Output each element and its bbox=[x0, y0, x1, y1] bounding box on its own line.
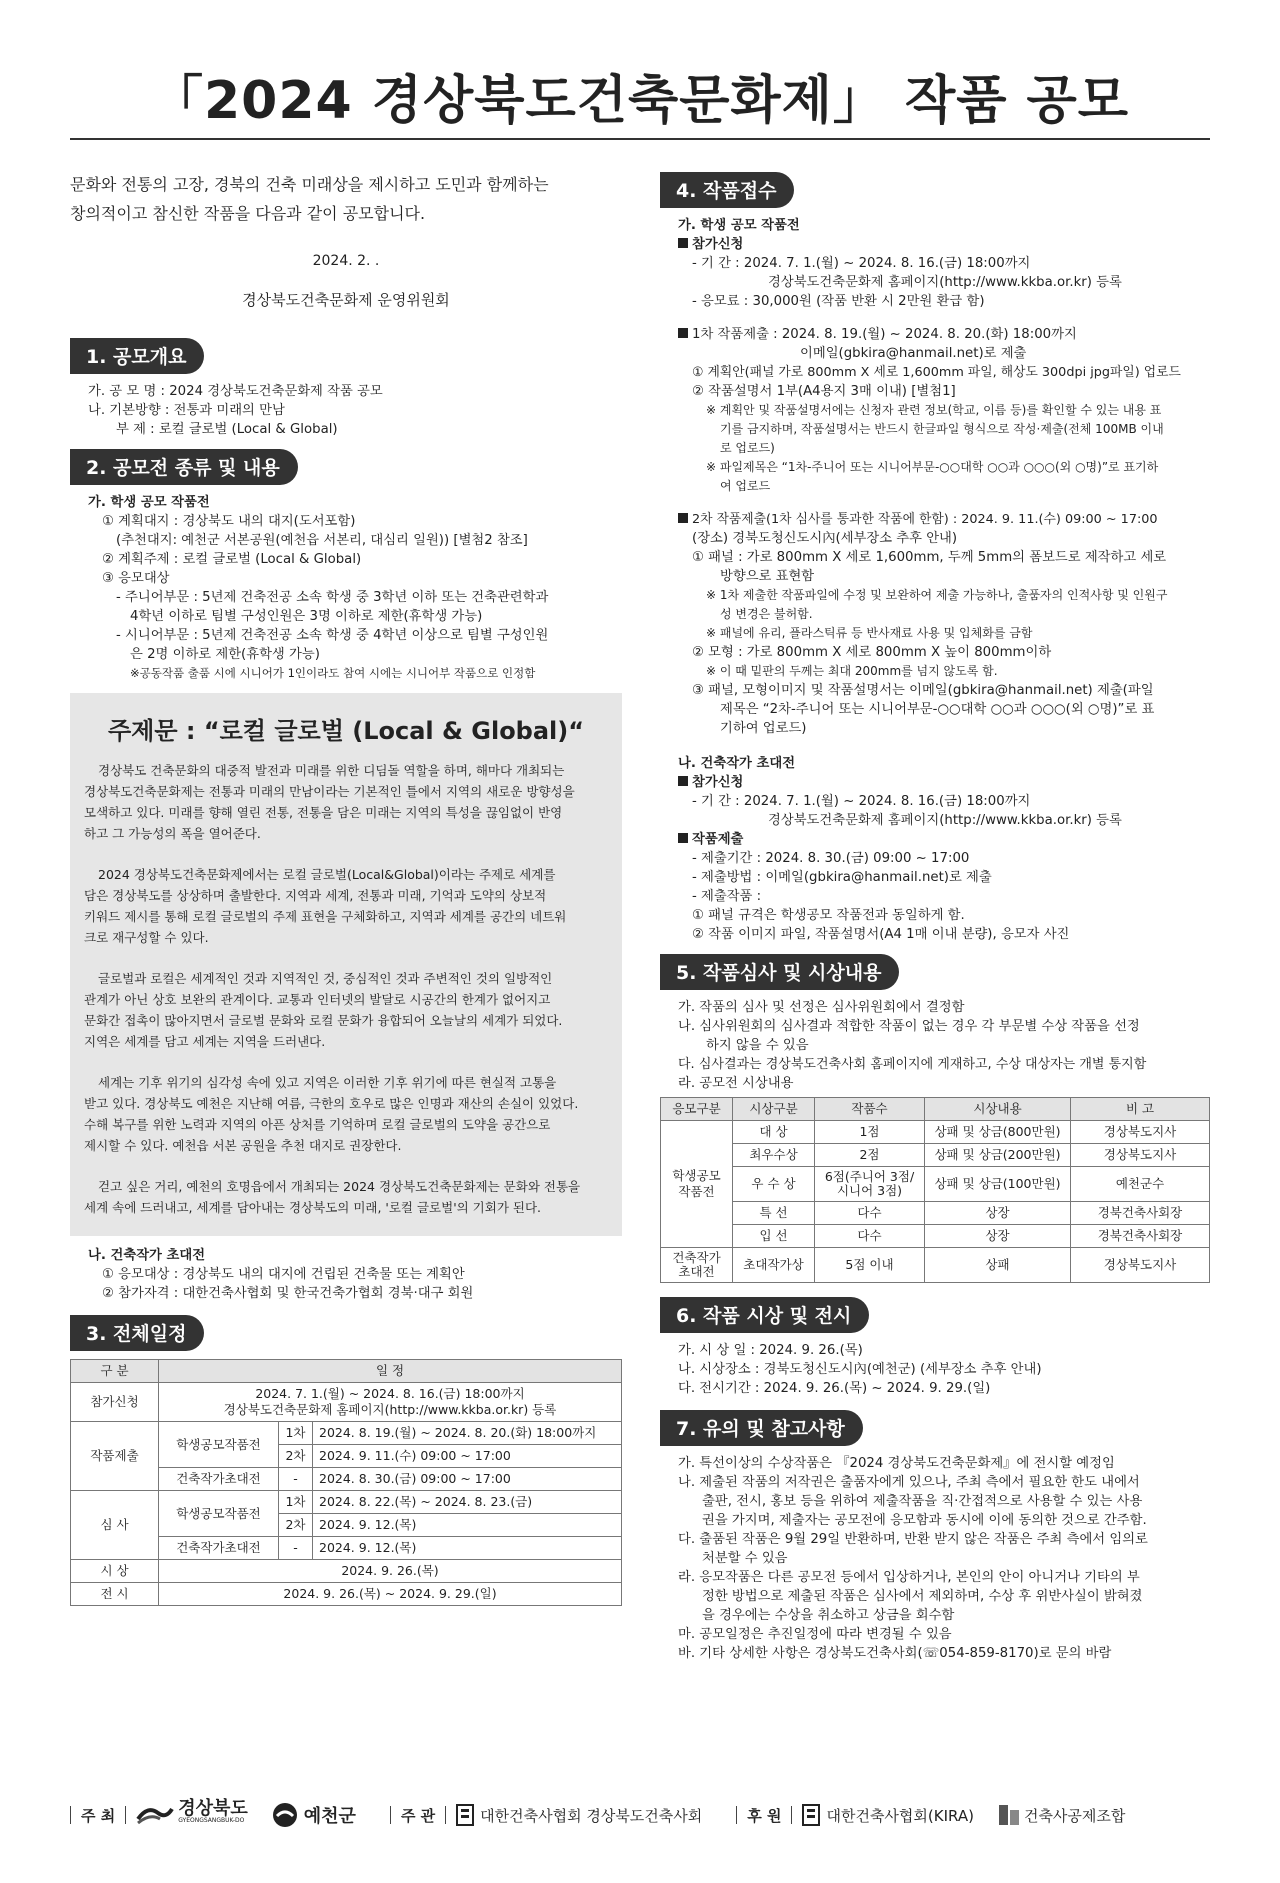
intro-org: 경상북도건축문화제 운영위원회 bbox=[242, 291, 450, 309]
text-line bbox=[660, 773, 1210, 792]
text-note: 성 변경은 불허함. bbox=[720, 607, 813, 621]
page-title: 「2024 경상북도건축문화제」 작품 공모 bbox=[150, 71, 1130, 131]
table-cell: 경상북도지사 bbox=[1071, 1144, 1210, 1167]
bullet-label: 작품제출 bbox=[692, 832, 744, 847]
text-line: (추천대지: 예천군 서본공원(예천읍 서본리, 대심리 일원)) [별첨2 참조] bbox=[116, 533, 528, 548]
table-cell: 학생공모작품전 bbox=[159, 1491, 279, 1537]
footer-separator bbox=[390, 1806, 391, 1824]
table-cell: 예천군수 bbox=[1071, 1167, 1210, 1202]
text-line: 나. 심사위원회의 심사결과 적합한 작품이 없는 경우 각 부문별 수상 작품을 선정 bbox=[678, 1019, 1140, 1034]
text-line: 제목은 “2차-주니어 또는 시니어부문-○○대학 ○○과 ○○○(외 ○명)”로 표 bbox=[720, 702, 1155, 717]
theme-line: 2024 경상북도건축문화제에서는 로컬 글로벌(Local&Global)이라는 주제로 세계를 bbox=[98, 867, 556, 882]
text-line: 다. 심사결과는 경상북도건축사회 홈페이지에 게재하고, 수상 대상자는 개별 통지함 bbox=[678, 1057, 1147, 1072]
text-line: ② 참가자격 : 대한건축사협회 및 한국건축가협회 경북·대구 회원 bbox=[102, 1286, 474, 1301]
note-line: 나. 제출된 작품의 저작권은 출품자에게 있으나, 주최 측에서 필요한 한도 내에서 bbox=[678, 1475, 1140, 1490]
text-line: 부 제 : 로컬 글로벌 (Local & Global) bbox=[116, 422, 338, 437]
table-cell: 2024. 9. 12.(목) bbox=[313, 1537, 622, 1560]
table-cell: 초대작가상 bbox=[733, 1248, 815, 1283]
table-cell: 상장 bbox=[925, 1202, 1071, 1225]
text-note: 로 업로드) bbox=[720, 441, 775, 455]
table-cell: 경상북도지사 bbox=[1071, 1121, 1210, 1144]
table-cell: 1차 bbox=[279, 1491, 313, 1514]
table-cell: 학생공모 작품전 bbox=[661, 1121, 733, 1248]
table-cell: 1점 bbox=[815, 1121, 925, 1144]
text-line: 가. 시 상 일 : 2024. 9. 26.(목) bbox=[678, 1343, 863, 1358]
table-cell: 상패 및 상금(200만원) bbox=[925, 1144, 1071, 1167]
text-line: 가. 학생 공모 작품전 bbox=[678, 218, 800, 233]
theme-title: 주제문 : “로컬 글로벌 (Local & Global)“ bbox=[107, 717, 585, 745]
text-line: (장소) 경북도청신도시內(세부장소 추후 안내) bbox=[692, 531, 958, 546]
table-cell: 대 상 bbox=[733, 1121, 815, 1144]
table-cell: 2024. 9. 26.(목) ~ 2024. 9. 29.(일) bbox=[159, 1583, 622, 1606]
text-line: 나. 시상장소 : 경북도청신도시內(예천군) (세부장소 추후 안내) bbox=[678, 1362, 1042, 1377]
table-cell: 5점 이내 bbox=[815, 1248, 925, 1283]
table-cell: 건축작가 초대전 bbox=[661, 1248, 733, 1283]
gyeongbuk-emblem-icon bbox=[136, 1803, 174, 1827]
text-line: ② 모형 : 가로 800mm X 세로 800mm X 높이 800mm이하 bbox=[692, 645, 1052, 660]
square-bullet-icon bbox=[678, 513, 688, 523]
text-note: 여 업로드 bbox=[720, 479, 771, 493]
theme-line: 지역은 세계를 담고 세계는 지역을 드러낸다. bbox=[84, 1034, 326, 1049]
kira-gb-logo bbox=[456, 1804, 702, 1826]
text-line: 나. 기본방향 : 전통과 미래의 만남 bbox=[88, 403, 285, 418]
table-cell: 2024. 9. 12.(목) bbox=[313, 1514, 622, 1537]
text-line: - 제출방법 : 이메일(gbkira@hanmail.net)로 제출 bbox=[692, 870, 992, 885]
text-note: ※ 이 때 밑판의 두께는 최대 200mm를 넘지 않도록 함. bbox=[706, 664, 998, 678]
text-line bbox=[660, 830, 1210, 849]
text-line: ② 작품 이미지 파일, 작품설명서(A4 1매 이내 분량), 응모자 사진 bbox=[692, 927, 1070, 942]
logo-text: 대한건축사협회(KIRA) bbox=[826, 1806, 974, 1825]
theme-line: 제시할 수 있다. 예천읍 서본 공원을 추천 대지로 권장한다. bbox=[84, 1138, 402, 1153]
table-cell: 다수 bbox=[815, 1225, 925, 1248]
table-cell: 다수 bbox=[815, 1202, 925, 1225]
table-header: 시상구분 bbox=[733, 1098, 815, 1121]
text-line: - 주니어부문 : 5년제 건축전공 소속 학생 중 3학년 이하 또는 건축관련학과 bbox=[116, 590, 549, 605]
intro-date: 2024. 2. . bbox=[312, 253, 380, 269]
text-line: ② 작품설명서 1부(A4용지 3매 이내) [별첨1] bbox=[692, 384, 956, 399]
theme-paragraph bbox=[84, 968, 608, 1052]
section-heading: 5. 작품심사 및 시상내용 bbox=[660, 954, 899, 990]
intro bbox=[70, 170, 622, 310]
text-line: ③ 응모대상 bbox=[102, 571, 170, 586]
right-column bbox=[660, 172, 1210, 1663]
notes-list bbox=[660, 1454, 1210, 1663]
text-note: ※ 패널에 유리, 플라스틱류 등 반사재료 사용 및 입체화를 금함 bbox=[706, 626, 1033, 640]
table-cell: 심 사 bbox=[71, 1491, 159, 1560]
kira-emblem-icon bbox=[802, 1804, 820, 1826]
logo-text: 예천군 bbox=[303, 1806, 356, 1827]
text-line: 가. 학생 공모 작품전 bbox=[88, 495, 210, 510]
section-heading: 2. 공모전 종류 및 내용 bbox=[70, 449, 298, 485]
text-note: ※ 계획안 및 작품설명서에는 신청자 관련 정보(학교, 이름 등)를 확인할 수 있는 내용 표 bbox=[706, 403, 1162, 417]
note-line: 다. 출품된 작품은 9월 29일 반환하며, 반환 받지 않은 작품은 주최 측에서 임의로 bbox=[678, 1532, 1148, 1547]
text-line: 기하여 업로드) bbox=[720, 721, 807, 736]
schedule-table bbox=[70, 1359, 622, 1606]
left-column bbox=[70, 170, 622, 1606]
text-note: ※공동작품 출품 시에 시니어가 1인이라도 참여 시에는 시니어부 작품으로 인정함 bbox=[130, 666, 536, 680]
kira-logo bbox=[802, 1804, 973, 1826]
table-header: 작품수 bbox=[815, 1098, 925, 1121]
bullet-label: 2차 작품제출(1차 심사를 통과한 작품에 한함) : 2024. 9. 11.(수) 09:00 ~ 17:00 bbox=[692, 512, 1158, 527]
table-cell: 2점 bbox=[815, 1144, 925, 1167]
footer-separator bbox=[70, 1806, 71, 1824]
section-5 bbox=[660, 948, 1210, 1283]
bullet-label: 참가신청 bbox=[692, 237, 744, 252]
footer-label: 후 원 bbox=[747, 1806, 782, 1825]
awards-table bbox=[660, 1097, 1210, 1283]
section-4 bbox=[660, 172, 1210, 944]
intro-line: 창의적이고 참신한 작품을 다음과 같이 공모합니다. bbox=[70, 204, 426, 223]
text-line: 이메일(gbkira@hanmail.net)로 제출 bbox=[800, 346, 1027, 361]
text-line: - 기 간 : 2024. 7. 1.(월) ~ 2024. 8. 16.(금) 18:00까지 bbox=[692, 256, 1031, 271]
table-cell: 건축작가초대전 bbox=[159, 1537, 279, 1560]
yecheon-emblem-icon bbox=[272, 1802, 298, 1828]
table-cell: - bbox=[279, 1537, 313, 1560]
text-line: - 시니어부문 : 5년제 건축전공 소속 학생 중 4학년 이상으로 팀별 구성인원 bbox=[116, 628, 549, 643]
table-cell: 학생공모작품전 bbox=[159, 1422, 279, 1468]
theme-line: 경상북도 건축문화의 대중적 발전과 미래를 위한 디딤돌 역할을 하며, 해마다 개최되는 bbox=[98, 763, 565, 778]
text-line: 경상북도건축문화제 홈페이지(http://www.kkba.or.kr) 등록 bbox=[768, 813, 1122, 828]
table-cell: 상패 bbox=[925, 1248, 1071, 1283]
theme-paragraph bbox=[84, 864, 608, 948]
note-line: 마. 공모일정은 추진일정에 따라 변경될 수 있음 bbox=[678, 1627, 952, 1642]
table-cell: 참가신청 bbox=[71, 1383, 159, 1422]
table-header: 구 분 bbox=[71, 1360, 159, 1383]
section-heading: 7. 유의 및 참고사항 bbox=[660, 1410, 863, 1446]
note-line: 라. 응모작품은 다른 공모전 등에서 입상하거나, 본인의 안이 아니거나 기타의 부 bbox=[678, 1570, 1140, 1585]
text-line: - 응모료 : 30,000원 (작품 반환 시 2만원 환급 함) bbox=[692, 294, 985, 309]
theme-paragraph bbox=[84, 1176, 608, 1218]
table-cell: 2차 bbox=[279, 1514, 313, 1537]
footer-label: 주 관 bbox=[400, 1806, 436, 1825]
theme-line: 문화간 접촉이 많아지면서 글로벌 문화와 로컬 문화가 융합되어 오늘날의 세계가 되었다. bbox=[84, 1013, 563, 1028]
text-line: 다. 전시기간 : 2024. 9. 26.(목) ~ 2024. 9. 29.(일) bbox=[678, 1381, 991, 1396]
section-heading: 3. 전체일정 bbox=[70, 1315, 204, 1351]
theme-line: 크로 재구성할 수 있다. bbox=[84, 930, 209, 945]
logo-subtext: GYEONGSANGBUK-DO bbox=[178, 1817, 245, 1824]
square-bullet-icon bbox=[678, 776, 688, 786]
text-line: ① 응모대상 : 경상북도 내의 대지에 건립된 건축물 또는 계획안 bbox=[102, 1267, 465, 1282]
section-7 bbox=[660, 1404, 1210, 1663]
table-header: 응모구분 bbox=[661, 1098, 733, 1121]
note-line: 정한 방법으로 제출된 작품은 심사에서 제외하며, 수상 후 위반사실이 밝혀졌 bbox=[702, 1589, 1143, 1604]
table-header: 시상내용 bbox=[925, 1098, 1071, 1121]
theme-line: 키워드 제시를 통해 로컬 글로벌의 주제 표현을 구체화하고, 지역과 세계를 공간의 네트워 bbox=[84, 909, 567, 924]
table-cell: 상패 및 상금(800만원) bbox=[925, 1121, 1071, 1144]
table-cell: 상패 및 상금(100만원) bbox=[925, 1167, 1071, 1202]
table-cell: 2024. 9. 11.(수) 09:00 ~ 17:00 bbox=[313, 1445, 622, 1468]
mutual-aid-emblem-icon bbox=[998, 1804, 1020, 1826]
section-3 bbox=[70, 1309, 622, 1606]
theme-line: 받고 있다. 경상북도 예천은 지난해 여름, 극한의 호우로 많은 인명과 재산의 손실이 있었다. bbox=[84, 1096, 579, 1111]
table-header: 일 정 bbox=[159, 1360, 622, 1383]
table-cell: 최우수상 bbox=[733, 1144, 815, 1167]
text-line: 나. 건축작가 초대전 bbox=[88, 1248, 206, 1263]
text-note: 기를 금지하며, 작품설명서는 반드시 한글파일 형식으로 작성·제출(전체 100MB 이내 bbox=[720, 422, 1164, 436]
section-heading: 4. 작품접수 bbox=[660, 172, 794, 208]
section-6 bbox=[660, 1291, 1210, 1398]
table-cell: 건축작가초대전 bbox=[159, 1468, 279, 1491]
theme-box bbox=[70, 693, 622, 1236]
section-2b bbox=[70, 1246, 622, 1303]
text-line: ① 패널 : 가로 800mm X 세로 1,600mm, 두께 5mm의 폼보드로 제작하고 세로 bbox=[692, 550, 1167, 565]
square-bullet-icon bbox=[678, 833, 688, 843]
section-heading: 6. 작품 시상 및 전시 bbox=[660, 1297, 869, 1333]
bullet-label: 참가신청 bbox=[692, 775, 744, 790]
text-note: ※ 파일제목은 “1차-주니어 또는 시니어부문-○○대학 ○○과 ○○○(외 ○명)”로 표기하 bbox=[706, 460, 1159, 474]
table-cell: 입 선 bbox=[733, 1225, 815, 1248]
cell-line: 2024. 7. 1.(월) ~ 2024. 8. 16.(금) 18:00까지 bbox=[255, 1386, 525, 1401]
yecheon-logo bbox=[272, 1802, 356, 1828]
theme-line: 모색하고 있다. 미래를 향해 열린 전통, 전통을 담은 미래는 지역의 특성을 끊임없이 반영 bbox=[84, 805, 563, 820]
footer-separator bbox=[791, 1806, 792, 1824]
text-line: ① 계획안(패널 가로 800mm X 세로 1,600mm 파일, 해상도 300dpi jpg파일) 업로드 bbox=[692, 365, 1181, 380]
table-cell: 작품제출 bbox=[71, 1422, 159, 1491]
text-line: 은 2명 이하로 제한(휴학생 가능) bbox=[130, 647, 320, 662]
text-line bbox=[660, 235, 1210, 254]
text-line: 경상북도건축문화제 홈페이지(http://www.kkba.or.kr) 등록 bbox=[768, 275, 1122, 290]
section-heading: 1. 공모개요 bbox=[70, 338, 204, 374]
table-cell: 특 선 bbox=[733, 1202, 815, 1225]
text-line: ① 패널 규격은 학생공모 작품전과 동일하게 함. bbox=[692, 908, 965, 923]
table-cell: 경북건축사회장 bbox=[1071, 1202, 1210, 1225]
table-cell: 경북건축사회장 bbox=[1071, 1225, 1210, 1248]
theme-line: 세계 속에 드러내고, 세계를 담아내는 경상북도의 미래, '로컬 글로벌'의 기회가 된다. bbox=[84, 1200, 542, 1215]
table-cell: 2024. 8. 30.(금) 09:00 ~ 17:00 bbox=[313, 1468, 622, 1491]
note-line: 가. 특선이상의 수상작품은 『2024 경상북도건축문화제』에 전시할 예정임 bbox=[678, 1456, 1115, 1471]
table-cell: - bbox=[279, 1468, 313, 1491]
text-line bbox=[660, 325, 1210, 344]
text-line: ① 계획대지 : 경상북도 내의 대지(도서포함) bbox=[102, 514, 356, 529]
table-cell: 6점(주니어 3점/ 시니어 3점) bbox=[815, 1167, 925, 1202]
square-bullet-icon bbox=[678, 238, 688, 248]
table-cell: 2차 bbox=[279, 1445, 313, 1468]
theme-paragraph bbox=[84, 760, 608, 844]
table-cell: 우 수 상 bbox=[733, 1167, 815, 1202]
text-line: - 제출기간 : 2024. 8. 30.(금) 09:00 ~ 17:00 bbox=[692, 851, 970, 866]
gyeongbuk-text bbox=[178, 1798, 248, 1827]
cell-line: 경상북도건축문화제 홈페이지(http://www.kkba.or.kr) 등록 bbox=[223, 1402, 557, 1417]
text-line: 라. 공모전 시상내용 bbox=[678, 1076, 794, 1091]
table-cell: 2024. 8. 19.(월) ~ 2024. 8. 20.(화) 18:00까지 bbox=[313, 1422, 622, 1445]
theme-line: 세계는 기후 위기의 심각성 속에 있고 지역은 이러한 기후 위기에 따른 현실적 고통을 bbox=[98, 1075, 557, 1090]
footer bbox=[70, 1795, 1210, 1835]
note-line: 출판, 전시, 홍보 등을 위하여 제출작품을 직·간접적으로 사용할 수 있는 사용 bbox=[702, 1494, 1143, 1509]
text-line: 가. 작품의 심사 및 선정은 심사위원회에서 결정함 bbox=[678, 1000, 965, 1015]
table-cell: 전 시 bbox=[71, 1583, 159, 1606]
section-2 bbox=[70, 443, 622, 683]
table-cell bbox=[159, 1383, 622, 1422]
mutual-aid-logo bbox=[998, 1804, 1125, 1826]
table-cell: 2024. 8. 22.(목) ~ 2024. 8. 23.(금) bbox=[313, 1491, 622, 1514]
theme-line: 관계가 아닌 상호 보완의 관계이다. 교통과 인터넷의 발달로 시공간의 한계가 없어지고 bbox=[84, 992, 551, 1007]
text-line: 4학년 이하로 팀별 구성인원은 3명 이하로 제한(휴학생 가능) bbox=[130, 609, 483, 624]
text-line: 나. 건축작가 초대전 bbox=[678, 756, 796, 771]
theme-line: 글로벌과 로컬은 세계적인 것과 지역적인 것, 중심적인 것과 주변적인 것의 일방적인 bbox=[98, 971, 553, 986]
footer-separator bbox=[736, 1806, 737, 1824]
logo-text: 건축사공제조합 bbox=[1023, 1806, 1126, 1825]
text-line: 가. 공 모 명 : 2024 경상북도건축문화제 작품 공모 bbox=[88, 384, 383, 399]
text-line bbox=[660, 510, 1210, 529]
footer-separator bbox=[125, 1806, 126, 1824]
footer-label: 주 최 bbox=[81, 1806, 116, 1825]
theme-paragraph bbox=[84, 1072, 608, 1156]
theme-line: 경상북도건축문화제는 전통과 미래의 만남이라는 기본적인 틀에서 지역의 새로운 방향성을 bbox=[84, 784, 575, 799]
text-line: ② 계획주제 : 로컬 글로벌 (Local & Global) bbox=[102, 552, 362, 567]
theme-line: 수해 복구를 위한 노력과 지역의 아픈 상처를 기억하며 로컬 글로벌의 도약을 공간으로 bbox=[84, 1117, 551, 1132]
note-line: 바. 기타 상세한 사항은 경상북도건축사회(☏054-859-8170)로 문의 바람 bbox=[678, 1646, 1112, 1661]
section-1 bbox=[70, 332, 622, 439]
text-line: ③ 패널, 모형이미지 및 작품설명서는 이메일(gbkira@hanmail.net) 제출(파일 bbox=[692, 683, 1154, 698]
theme-line: 하고 그 가능성의 폭을 열어준다. bbox=[84, 826, 261, 841]
table-cell: 2024. 9. 26.(목) bbox=[159, 1560, 622, 1583]
theme-line: 걷고 싶은 거리, 예천의 호명읍에서 개최되는 2024 경상북도건축문화제는 문화와 전통을 bbox=[98, 1179, 581, 1194]
text-line: 하지 않을 수 있음 bbox=[706, 1038, 809, 1053]
gyeongbuk-logo bbox=[136, 1798, 248, 1827]
footer-separator bbox=[445, 1806, 446, 1824]
text-note: ※ 1차 제출한 작품파일에 수정 및 보완하여 제출 가능하나, 출품자의 인적사항 및 인원구 bbox=[706, 588, 1168, 602]
note-line: 처분할 수 있음 bbox=[702, 1551, 788, 1566]
table-cell: 시 상 bbox=[71, 1560, 159, 1583]
note-line: 권을 가지며, 제출자는 공모전에 응모함과 동시에 이에 동의한 것으로 간주함. bbox=[702, 1513, 1147, 1528]
theme-line: 담은 경상북도를 상상하며 출발한다. 지역과 세계, 전통과 미래, 기억과 도약의 상보적 bbox=[84, 888, 547, 903]
text-line: 방향으로 표현함 bbox=[720, 569, 815, 584]
table-cell: 상장 bbox=[925, 1225, 1071, 1248]
table-cell: 1차 bbox=[279, 1422, 313, 1445]
note-line: 을 경우에는 수상을 취소하고 상금을 회수함 bbox=[702, 1608, 955, 1623]
square-bullet-icon bbox=[678, 328, 688, 338]
logo-text: 경상북도 bbox=[178, 1798, 248, 1819]
logo-text: 대한건축사협회 경상북도건축사회 bbox=[480, 1806, 703, 1825]
bullet-label: 1차 작품제출 : 2024. 8. 19.(월) ~ 2024. 8. 20.(화) 18:00까지 bbox=[692, 327, 1077, 342]
intro-line: 문화와 전통의 고장, 경북의 건축 미래상을 제시하고 도민과 함께하는 bbox=[70, 175, 549, 194]
text-line: - 기 간 : 2024. 7. 1.(월) ~ 2024. 8. 16.(금) 18:00까지 bbox=[692, 794, 1031, 809]
table-header: 비 고 bbox=[1071, 1098, 1210, 1121]
title-divider bbox=[70, 138, 1210, 140]
text-line: - 제출작품 : bbox=[692, 889, 762, 904]
kira-emblem-icon bbox=[456, 1804, 474, 1826]
table-cell: 경상북도지사 bbox=[1071, 1248, 1210, 1283]
